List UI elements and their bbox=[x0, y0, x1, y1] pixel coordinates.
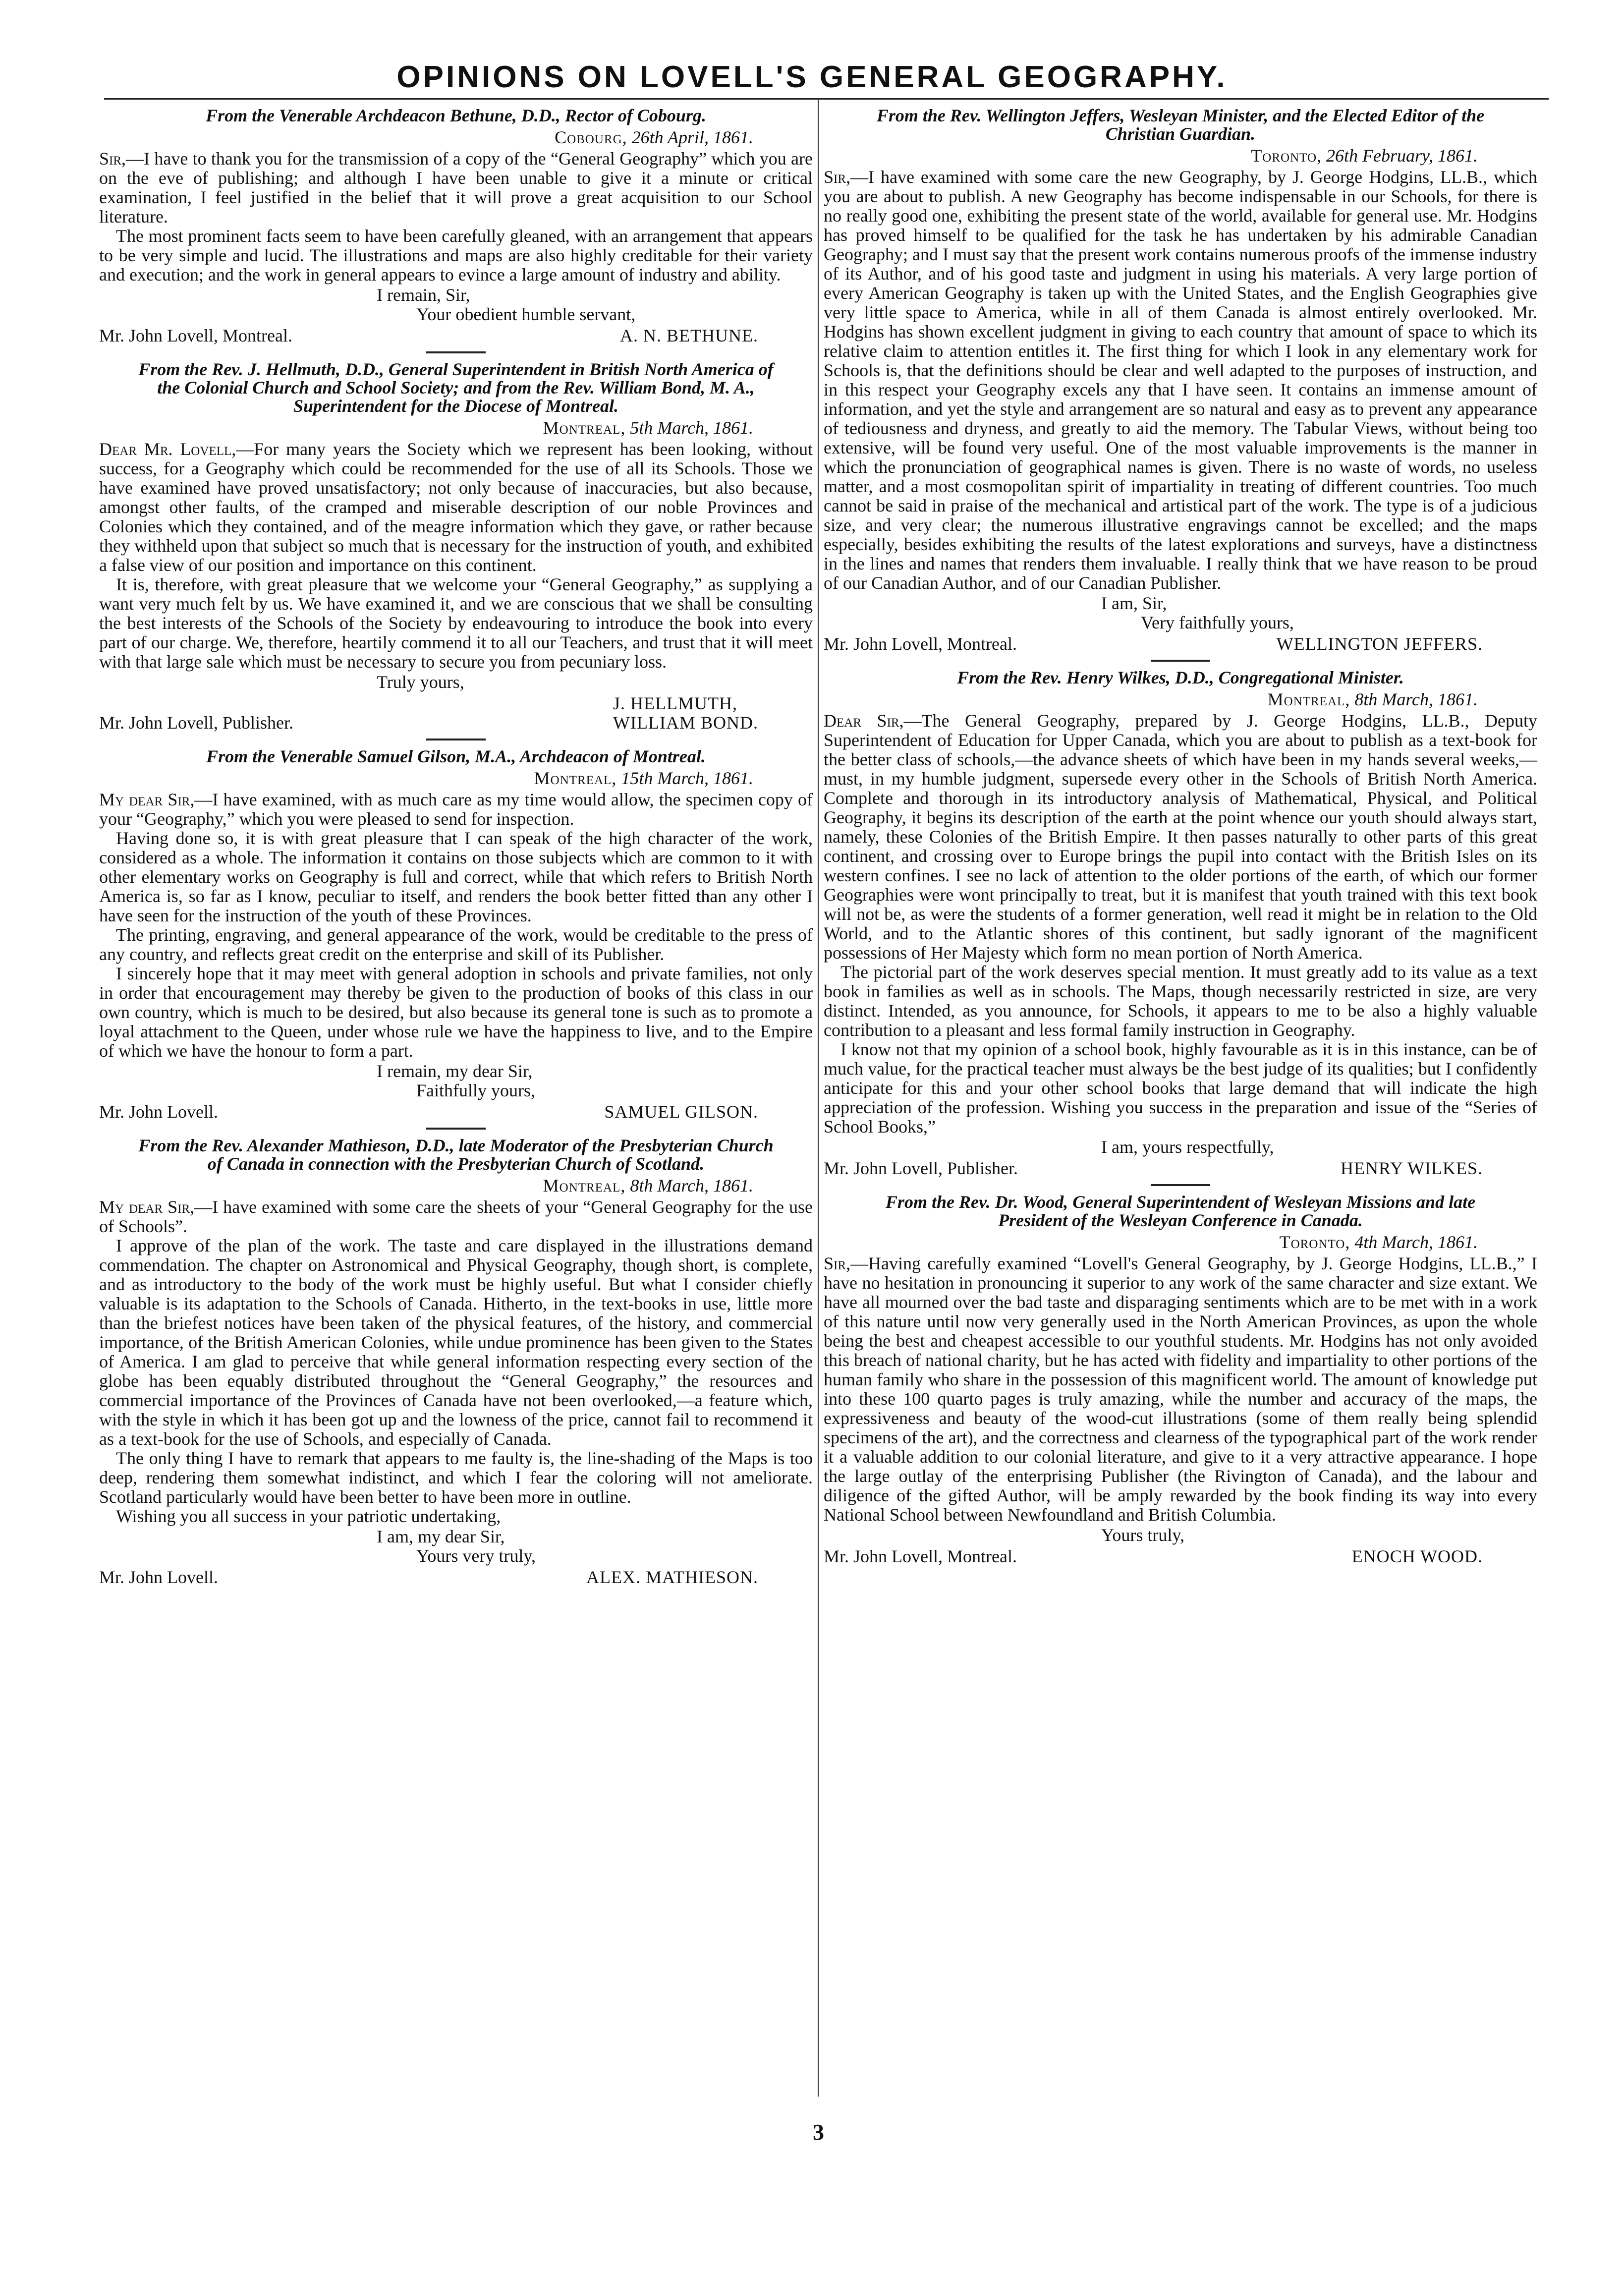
paragraph-text: The most prominent facts seem to have been carefully gleaned, with an arrangement that appears to be very simple and lucid. The illustrations and maps are also highly creditable for their variety and execution; and the work in general appears to evince a large amount of industry and ability. bbox=[99, 226, 813, 284]
signature-row bbox=[99, 694, 813, 733]
testimonial-letter bbox=[99, 747, 813, 1122]
paragraph-text: The pictorial part of the work deserves special mention. It must greatly add to its value as a text book in families as well as in schools. The Maps, though necessarily restricted in size, are very distinct. Intended, as you announce, for Schools, it appears to me to be also a highly valuable contribution to a pleasant and less formal family instruction in Geography. bbox=[824, 962, 1537, 1040]
dateline-date: 4th March, 1861. bbox=[1350, 1232, 1478, 1252]
signature-row bbox=[824, 1159, 1537, 1178]
paragraph-text: —I have examined, with as much care as my time would allow, the specimen copy of your “Geography,” which you were pleased to send for inspection. bbox=[99, 790, 813, 829]
letter-addressee: Mr. John Lovell. bbox=[99, 1567, 218, 1587]
letter-source: From the Rev. Wellington Jeffers, Wesleyan Minister, and the Elected Editor of the Christian Guardian. bbox=[876, 106, 1485, 144]
letter-paragraph bbox=[99, 829, 813, 925]
testimonial-letter bbox=[99, 107, 813, 345]
letter-paragraph bbox=[99, 1507, 813, 1526]
paragraph-text: I sincerely hope that it may meet with general adoption in schools and private families, not only in order that encouragement may thereby be given to the production of books of this class in our own country, which is much to be desired, but also because its general tone is such as to promote a loyal attachment to the Queen, under whose rule we have the happiness to live, and to the Empire of which we have the honour to form a part. bbox=[99, 964, 813, 1061]
letter-source: From the Rev. J. Hellmuth, D.D., General Superintendent in British North America of the Colonial Church and School Society; and from the Rev. William Bond, M. A., Superintendent for the Diocese of Montreal. bbox=[138, 359, 774, 416]
letter-salutation: My dear Sir, bbox=[99, 1197, 195, 1217]
closing-line: Yours very truly, bbox=[416, 1546, 536, 1566]
letter-signer: ALEX. MATHIESON. bbox=[586, 1567, 758, 1587]
letter-source: From the Venerable Archdeacon Bethune, D.D., Rector of Cobourg. bbox=[206, 106, 706, 125]
dateline-place: Montreal, bbox=[543, 1176, 626, 1195]
letter-salutation: Sir, bbox=[99, 149, 126, 169]
dateline-place: Toronto, bbox=[1251, 146, 1322, 166]
letter-signer: A. N. BETHUNE. bbox=[620, 326, 758, 345]
letter-paragraph bbox=[99, 1236, 813, 1449]
paragraph-text: I approve of the plan of the work. The taste and care displayed in the illustrations demand commendation. The chapter on Astronomical and Physical Geography, though short, is complete, and as introductory to the body of the work must be highly useful. But what I consider chiefly valuable is its adaptation to the Schools of Canada. Hitherto, in the text-books in use, little more than the briefest notices have been taken of the physical features, of the history, and commercial importance, of the British American Colonies, while undue prominence has been given to the States of America. I am glad to perceive that while general information respecting every section of the globe has been equably distributed throughout the “General Geography,” the resources and commercial importance of the Provinces of Canada have not been overlooked,—a feature which, with the style in which it has been got up and the lowness of the price, cannot fail to recommend it as a text-book for the use of Schools, and especially of Canada. bbox=[99, 1236, 813, 1449]
dateline-date: 15th March, 1861. bbox=[616, 768, 753, 788]
letter-paragraph bbox=[99, 925, 813, 964]
letter-dateline bbox=[824, 1233, 1478, 1252]
letter-signer: WELLINGTON JEFFERS. bbox=[1276, 634, 1483, 654]
dateline-date: 26th February, 1861. bbox=[1322, 146, 1478, 166]
page-number: 3 bbox=[813, 2119, 824, 2145]
letter-dateline bbox=[99, 418, 753, 438]
letter-signer: ENOCH WOOD. bbox=[1351, 1546, 1483, 1566]
letter-source: From the Venerable Samuel Gilson, M.A., Archdeacon of Montreal. bbox=[206, 746, 706, 766]
letter-dateline bbox=[824, 690, 1478, 709]
letter-addressee: Mr. John Lovell. bbox=[99, 1102, 218, 1122]
paragraph-text: —I have examined with some care the sheets of your “General Geography for the use of Schools”. bbox=[99, 1197, 813, 1236]
dateline-date: 8th March, 1861. bbox=[1350, 689, 1478, 709]
letter-closing bbox=[99, 1062, 813, 1100]
column-divider bbox=[818, 99, 819, 2097]
closing-line: I am, yours respectfully, bbox=[1101, 1137, 1274, 1157]
letter-closing bbox=[99, 1527, 813, 1566]
letter-paragraph bbox=[99, 964, 813, 1061]
dateline-date: 26th April, 1861. bbox=[627, 127, 753, 147]
letter-separator bbox=[426, 1128, 486, 1130]
letter-closing bbox=[824, 1526, 1537, 1545]
letter-addressee: Mr. John Lovell, Publisher. bbox=[824, 1158, 1018, 1178]
dateline-date: 5th March, 1861. bbox=[625, 418, 753, 438]
closing-line: Very faithfully yours, bbox=[1141, 613, 1294, 632]
letter-paragraph bbox=[99, 575, 813, 672]
dateline-place: Montreal, bbox=[1267, 689, 1350, 709]
closing-line: Faithfully yours, bbox=[416, 1081, 535, 1100]
letter-paragraph bbox=[99, 1449, 813, 1507]
letter-dateline bbox=[99, 128, 753, 147]
closing-line: Yours truly, bbox=[1101, 1525, 1185, 1545]
letter-signer: J. HELLMUTH, WILLIAM BOND. bbox=[613, 693, 758, 733]
letter-paragraph bbox=[99, 790, 813, 829]
dateline-place: Montreal, bbox=[534, 768, 617, 788]
letter-salutation: Dear Sir, bbox=[824, 711, 904, 731]
paragraph-text: Wishing you all success in your patriotic undertaking, bbox=[116, 1506, 501, 1526]
paragraph-text: Having done so, it is with great pleasure that I can speak of the high character of the work, considered as a whole. The information it contains on those subjects which are common to it with other elementary works on Geography is full and correct, while that which refers to British North America is, so far as I know, peculiar to itself, and renders the book better fitted than any other I have seen for the instruction of the youth of these Provinces. bbox=[99, 828, 813, 925]
testimonial-letter bbox=[99, 1137, 813, 1587]
letter-closing bbox=[99, 285, 813, 324]
letter-salutation: Dear Mr. Lovell, bbox=[99, 439, 236, 459]
left-column bbox=[99, 107, 813, 1591]
letter-dateline bbox=[99, 1176, 753, 1195]
letter-paragraph bbox=[824, 711, 1537, 963]
paragraph-text: —I have to thank you for the transmission of a copy of the “General Geography” which you are on the eve of publishing; and although I have been unable to give it a minute or critical examination, I feel justified in the belief that it will prove a great acquisition to our School literature. bbox=[99, 149, 813, 227]
paragraph-text: I know not that my opinion of a school book, highly favourable as it is in this instance, can be of much value, for the practical teacher must always be the best judge of its qualities; but I confidently anticipate for this and your other school books that large demand that will indicate the high appreciation of the profession. Wishing you success in the preparation and issue of the “Series of School Books,” bbox=[824, 1039, 1537, 1137]
letter-paragraph bbox=[824, 1040, 1537, 1137]
letter-separator bbox=[426, 739, 486, 740]
dateline-date: 8th March, 1861. bbox=[625, 1176, 753, 1195]
letter-paragraph bbox=[824, 1254, 1537, 1525]
letter-dateline bbox=[824, 146, 1478, 166]
letter-separator bbox=[1151, 660, 1210, 662]
letter-addressee: Mr. John Lovell, Montreal. bbox=[99, 326, 292, 345]
testimonial-letter bbox=[824, 107, 1537, 654]
letter-salutation: Sir, bbox=[824, 167, 851, 187]
closing-line: Your obedient humble servant, bbox=[416, 304, 636, 324]
letter-separator bbox=[426, 351, 486, 353]
testimonial-letter bbox=[99, 360, 813, 733]
letter-dateline bbox=[99, 769, 753, 788]
closing-line: Truly yours, bbox=[377, 672, 464, 692]
signature-row bbox=[99, 326, 813, 345]
closing-line: I am, Sir, bbox=[1101, 593, 1167, 613]
paragraph-text: The printing, engraving, and general appearance of the work, would be creditable to the press of any country, and reflects great credit on the enterprise and skill of its Publisher. bbox=[99, 925, 813, 964]
signature-row bbox=[824, 1547, 1537, 1566]
letter-addressee: Mr. John Lovell, Montreal. bbox=[824, 1546, 1017, 1566]
dateline-place: Toronto, bbox=[1279, 1232, 1350, 1252]
letter-source: From the Rev. Henry Wilkes, D.D., Congregational Minister. bbox=[957, 668, 1404, 687]
letter-paragraph bbox=[824, 963, 1537, 1040]
letter-paragraph bbox=[99, 149, 813, 227]
letter-source: From the Rev. Alexander Mathieson, D.D., late Moderator of the Presbyterian Church of Canada in connection with the Presbyterian Church of Scotland. bbox=[138, 1136, 774, 1174]
letter-paragraph bbox=[824, 168, 1537, 593]
paragraph-text: It is, therefore, with great pleasure that we welcome your “General Geography,” as supplying a want very much felt by us. We have examined it, and we are conscious that we shall be consulting the best interests of the Schools of the Society by endeavouring to introduce the book into every part of our charge. We, therefore, heartily commend it to all our Teachers, and trust that it will meet with that large sale which must be necessary to secure you from pecuniary loss. bbox=[99, 574, 813, 672]
paragraph-text: —I have examined with some care the new Geography, by J. George Hodgins, LL.B., which you are about to publish. A new Geography has become indispensable in our Schools, for there is no really good one, exhibiting the present state of the world, available for general use. Mr. Hodgins has proved himself to be qualified for the task he has undertaken by his admirable Canadian Geography; and I must say that the present work contains numerous proofs of the immense industry of its Author, and of his good taste and judgment in using his materials. A very large portion of every American Geography is taken up with the United States, and the English Geographies give very little space to America, while in all of them Canada is almost entirely overlooked. Mr. Hodgins has shown excellent judgment in giving to each country that amount of space to which its relative claim to attention entitles it. The first thing for which I look in any elementary work for Schools is, that the definitions should be clear and well adapted to the purposes of instruction, and in this respect your Geography excels any that I have seen. It contains an immense amount of information, and yet the style and arrangement are so natural and easy as to prevent any appearance of tediousness and dryness, and greatly to aid the memory. The Tabular Views, without being too extensive, will be found very useful. One of the most valuable improvements is the manner in which the pronunciation of geographical names is given. There is no waste of words, no useless matter, and a most cosmopolitan spirit of impartiality in treating of different countries. Too much cannot be said in praise of the mechanical and artistical part of the work. The type is of a judicious size, and very clear; the numerous illustrative engravings cannot be excelled; and the maps especially, besides exhibiting the results of the latest explorations and surveys, have a distinctness in the lines and names that renders them invaluable. I really think that we have reason to be proud of our Canadian Author, and of our Canadian Publisher. bbox=[824, 167, 1537, 593]
letter-paragraph bbox=[99, 227, 813, 284]
title-rule bbox=[104, 98, 1549, 100]
right-column bbox=[824, 107, 1537, 1570]
letter-salutation: Sir, bbox=[824, 1253, 851, 1273]
testimonial-letter bbox=[824, 669, 1537, 1178]
letter-signer: HENRY WILKES. bbox=[1341, 1158, 1483, 1178]
page-title: OPINIONS ON LOVELL'S GENERAL GEOGRAPHY. bbox=[396, 60, 1228, 94]
signature-row bbox=[99, 1568, 813, 1587]
testimonial-letter bbox=[824, 1193, 1537, 1566]
signature-row bbox=[99, 1102, 813, 1122]
dateline-place: Cobourg, bbox=[555, 127, 627, 147]
letter-signer: SAMUEL GILSON. bbox=[604, 1102, 758, 1122]
letter-paragraph bbox=[99, 440, 813, 575]
closing-line: I remain, Sir, bbox=[377, 285, 470, 305]
closing-line: I remain, my dear Sir, bbox=[377, 1061, 533, 1081]
paragraph-text: —For many years the Society which we represent has been looking, without success, for a Geography which could be recommended for the use of all its Schools. Those we have examined have proved unsatisfactory; not only because of inaccuracies, but also because, amongst other faults, of the cramped and miserable description of our noble Provinces and Colonies which they contained, and of the meagre information which they gave, or rather because they withheld upon that subject so much that is necessary for the instruction of youth, and exhibited a false view of our position and importance on this continent. bbox=[99, 439, 813, 575]
letter-paragraph bbox=[99, 1197, 813, 1236]
letter-closing bbox=[824, 594, 1537, 632]
paragraph-text: The only thing I have to remark that appears to me faulty is, the line-shading of the Maps is too deep, rendering them somewhat indistinct, and which I fear the coloring will not ameliorate. Scotland particularly would have been better to have been more in outline. bbox=[99, 1448, 813, 1507]
letter-addressee: Mr. John Lovell, Montreal. bbox=[824, 634, 1017, 654]
closing-line: I am, my dear Sir, bbox=[377, 1527, 505, 1546]
letter-salutation: My dear Sir, bbox=[99, 790, 195, 809]
letter-addressee: Mr. John Lovell, Publisher. bbox=[99, 713, 294, 733]
signature-row bbox=[824, 634, 1537, 654]
letter-closing bbox=[99, 673, 813, 692]
letter-closing bbox=[824, 1138, 1537, 1157]
letter-separator bbox=[1151, 1184, 1210, 1186]
paragraph-text: —Having carefully examined “Lovell's General Geography, by J. George Hodgins, LL.B.,” I have no hesitation in pronouncing it superior to any work of the same character and size extant. We have all mourned over the bad taste and disparaging sentiments which are to be met with in a work of this nature until now very generally used in the North American Provinces, as upon the whole being the best and cheapest accessible to our youthful students. Mr. Hodgins has not only avoided this breach of national charity, but he has acted with fidelity and impartiality to other portions of the human family who share in the possession of this magnificent world. The amount of knowledge put into these 100 quarto pages is truly amazing, while the number and accuracy of the maps, the expressiveness and beauty of the wood-cut illustrations (some of them really being splendid specimens of the art), and the correctness and clearness of the typographical part of the work render it a valuable addition to our colonial literature, and give to it a very attractive appearance. I hope the large outlay of the enterprising Publisher (the Rivington of Canada), and the labour and diligence of the gifted Author, will be amply rewarded by the book finding its way into every National School between Newfoundland and British Columbia. bbox=[824, 1253, 1537, 1525]
dateline-place: Montreal, bbox=[543, 418, 626, 438]
letter-source: From the Rev. Dr. Wood, General Superintendent of Wesleyan Missions and late President of the Wesleyan Conference in Canada. bbox=[885, 1192, 1476, 1230]
paragraph-text: —The General Geography, prepared by J. George Hodgins, LL.B., Deputy Superintendent of Education for Upper Canada, which you are about to publish as a text-book for the better class of schools,—the advance sheets of which have been in my hands several weeks,—must, in my humble judgment, supersede every other in the Schools of British North America. Complete and thorough in its introductory analysis of Mathematical, Physical, and Political Geography, it begins its description of the earth at the point whence our youth should always start, namely, these Colonies of the British Empire. It then passes naturally to other parts of this great continent, and crossing over to Europe brings the pupil into contact with the British Isles on its western confines. I see no lack of attention to the older portions of the earth, of which our former Geographies were wont principally to treat, but it is manifest that youth trained with this text book will not be, as were the students of a former generation, well read it might be in relation to the Old World, and to the Atlantic shores of this continent, but sadly ignorant of the magnificent possessions of Her Majesty which form no mean portion of North America. bbox=[824, 711, 1537, 963]
